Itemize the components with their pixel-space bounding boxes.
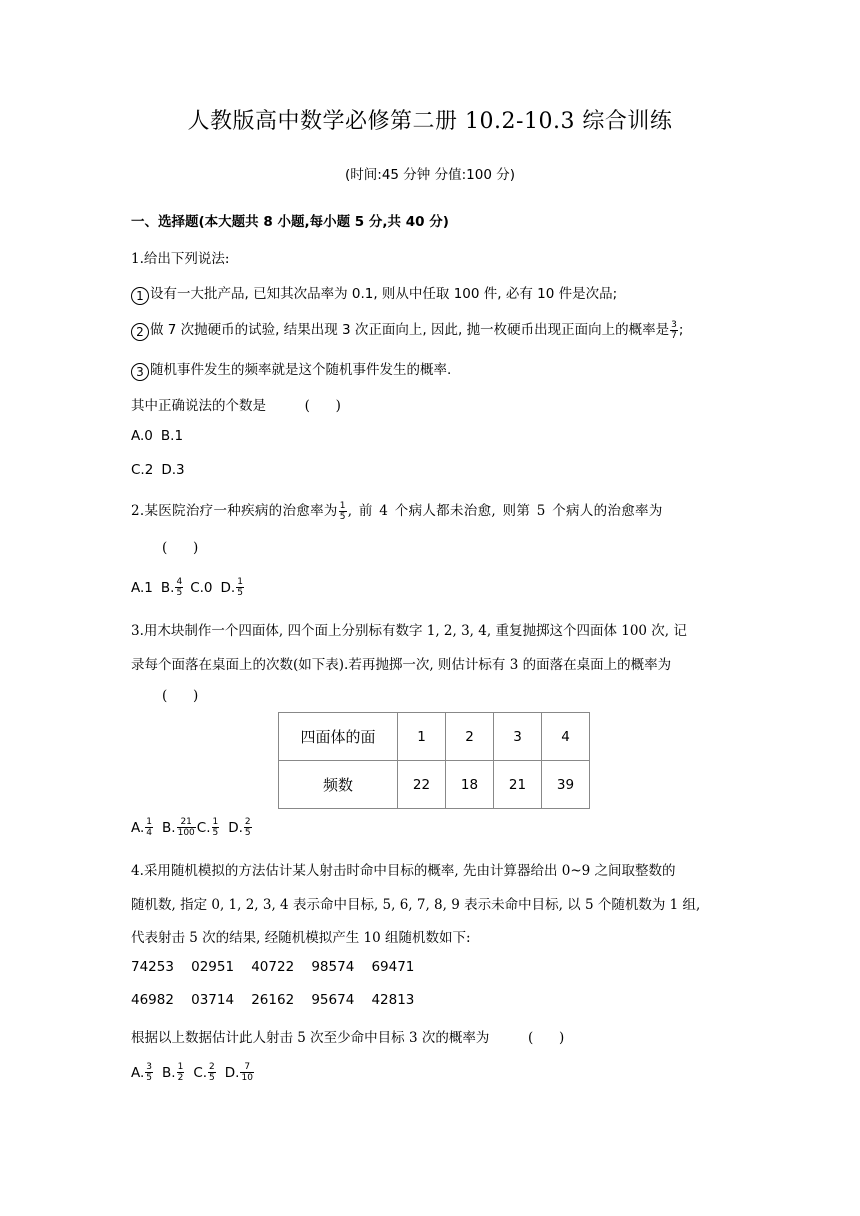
circled-number-icon: 1 bbox=[131, 287, 149, 305]
q1-statement-3: 3 随机事件发生的频率就是这个随机事件发生的概率. bbox=[131, 358, 451, 381]
circled-number-icon: 2 bbox=[131, 323, 149, 341]
table-cell: 4 bbox=[542, 713, 590, 761]
table-row bbox=[279, 761, 590, 809]
q3-stem-line2: 录每个面落在桌面上的次数(如下表).若再抛掷一次, 则估计标有 3 的面落在桌面上的概率为 bbox=[131, 657, 672, 673]
fraction: $\frac{4}{5}$ bbox=[176, 577, 183, 598]
table-cell: 1 bbox=[398, 713, 446, 761]
q4-stem-line3: 代表射击 5 次的结果, 经随机模拟产生 10 组随机数如下: bbox=[131, 930, 471, 946]
fraction: $\frac{1}{5}$ bbox=[237, 577, 243, 598]
option-c: C.0 bbox=[190, 579, 213, 596]
table-cell: 2 bbox=[446, 713, 494, 761]
fraction: $\frac{1}{5}$ bbox=[339, 501, 346, 522]
q4-question: 根据以上数据估计此人射击 5 次至少命中目标 3 次的概率为 ( ) bbox=[131, 1030, 565, 1046]
fraction: $\frac{1}{5}$ bbox=[212, 817, 219, 838]
option-a: A. $\frac{3}{5}$ bbox=[131, 1062, 153, 1083]
table-cell: 39 bbox=[542, 761, 590, 809]
table-row-label: 频数 bbox=[279, 761, 398, 809]
table-row bbox=[279, 713, 590, 761]
q4-stem-line2: 随机数, 指定 0, 1, 2, 3, 4 表示命中目标, 5, 6, 7, 8, 9 表示未命中目标, 以 5 个随机数为 1 组, bbox=[131, 897, 701, 913]
option-a: A.0 bbox=[131, 428, 153, 444]
table-cell: 21 bbox=[494, 761, 542, 809]
q4-random-row-1: 74253 02951 40722 98574 69471 bbox=[131, 959, 415, 975]
option-d: D. $\frac{1}{5}$ bbox=[220, 577, 243, 598]
option-c: C. $\frac{1}{5}$ bbox=[196, 817, 219, 838]
fraction: $\frac{2}{5}$ bbox=[244, 817, 251, 838]
frequency-table bbox=[278, 712, 590, 809]
q1-options-ab bbox=[131, 428, 183, 444]
q3-paren: ( ) bbox=[162, 688, 199, 704]
q2-stem: 2.某医院治疗一种疾病的治愈率为 $\frac{1}{5}$ , 前 4 个病人都未治愈, 则第 5 个病人的治愈率为 bbox=[131, 501, 663, 522]
fraction: $\frac{3}{5}$ bbox=[146, 1062, 153, 1083]
option-d: D. $\frac{2}{5}$ bbox=[228, 817, 251, 838]
option-a: A.1 bbox=[131, 579, 153, 596]
option-c: C.2 bbox=[131, 462, 154, 478]
q2-options bbox=[131, 577, 245, 598]
option-a: A. $\frac{1}{4}$ bbox=[131, 817, 153, 838]
circled-number-icon: 3 bbox=[131, 363, 149, 381]
fraction: $\frac{3}{7}$ bbox=[671, 319, 677, 341]
q1-options-cd bbox=[131, 462, 185, 478]
q1-stem: 1.给出下列说法: bbox=[131, 251, 230, 267]
option-b: B. $\frac{1}{2}$ bbox=[162, 1062, 184, 1083]
option-c: C. $\frac{2}{5}$ bbox=[193, 1062, 215, 1083]
q1-question: 其中正确说法的个数是 ( ) bbox=[131, 398, 341, 414]
table-cell: 3 bbox=[494, 713, 542, 761]
fraction: $\frac{2}{5}$ bbox=[209, 1062, 215, 1083]
q4-options bbox=[131, 1062, 255, 1083]
fraction: $\frac{21}{100}$ bbox=[177, 817, 195, 838]
q2-paren: ( ) bbox=[162, 540, 199, 556]
q3-stem-line1: 3.用木块制作一个四面体, 四个面上分别标有数字 1, 2, 3, 4, 重复抛掷这个四面体 100 次, 记 bbox=[131, 623, 687, 639]
option-b: B. $\frac{4}{5}$ bbox=[160, 577, 183, 598]
section-heading: 一、选择题(本大题共 8 小题,每小题 5 分,共 40 分) bbox=[131, 214, 449, 230]
q4-random-row-2: 46982 03714 26162 95674 42813 bbox=[131, 992, 415, 1008]
table-cell: 18 bbox=[446, 761, 494, 809]
q3-options bbox=[131, 817, 253, 838]
page-subtitle: (时间:45 分钟 分值:100 分) bbox=[345, 167, 515, 183]
option-d: D.3 bbox=[161, 462, 185, 478]
table-cell: 22 bbox=[398, 761, 446, 809]
q1-statement-1: 1 设有一大批产品, 已知其次品率为 0.1, 则从中任取 100 件, 必有 10 件是次品; bbox=[131, 282, 617, 305]
page-title: 人教版高中数学必修第二册 10.2-10.3 综合训练 bbox=[187, 109, 673, 134]
table-row-label: 四面体的面 bbox=[279, 713, 398, 761]
option-b: B. $\frac{21}{100}$ bbox=[162, 817, 195, 838]
fraction: $\frac{1}{4}$ bbox=[146, 817, 153, 838]
fraction: $\frac{1}{2}$ bbox=[177, 1062, 184, 1083]
fraction: $\frac{7}{10}$ bbox=[241, 1062, 253, 1083]
option-d: D. $\frac{7}{10}$ bbox=[224, 1062, 253, 1083]
option-b: B.1 bbox=[160, 428, 184, 444]
q4-stem-line1: 4.采用随机模拟的方法估计某人射击时命中目标的概率, 先由计算器给出 0~9 之间取整数的 bbox=[131, 863, 676, 879]
q1-statement-2: 2 做 7 次抛硬币的试验, 结果出现 3 次正面向上, 因此, 抛一枚硬币出现正面向上的概率是 $\frac{3}{7}$ ; bbox=[131, 318, 683, 341]
